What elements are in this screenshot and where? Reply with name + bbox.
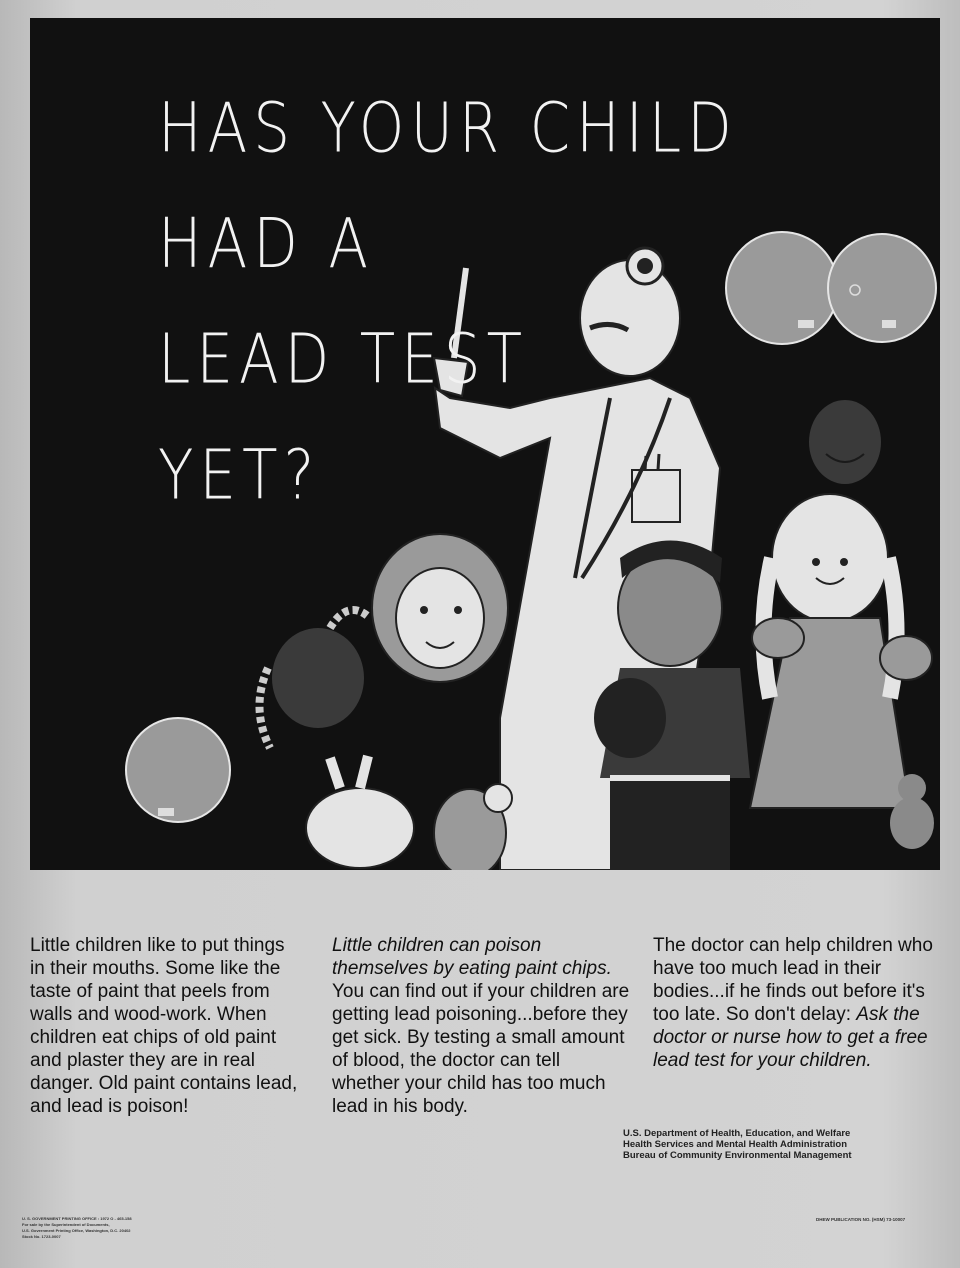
balloon-bottom-left	[126, 718, 230, 822]
pull-toy	[434, 784, 512, 870]
agency-credit	[623, 1128, 933, 1161]
headline	[158, 70, 858, 533]
column-2-italic-text: Little children can poison themselves by eating paint chips.	[332, 935, 612, 979]
column-3-body: The doctor can help children who have too much lead in their bodies...if he finds out before it's too late. So don't delay:	[653, 935, 933, 1025]
footer-left-line-3: U.S. Government Printing Office, Washington, D.C. 20402	[22, 1228, 131, 1233]
publication-number: DHEW PUBLICATION NO. (HSM) 73-10007	[816, 1217, 906, 1222]
credit-line-3: Bureau of Community Environmental Management	[623, 1150, 852, 1161]
column-1-text: Little children like to put things in their mouths. Some like the taste of paint that peels from walls and wood-work. When children eat chips of old paint and plaster they are in real danger. Old paint contains lead, and lead is poison!	[30, 935, 298, 1117]
girl-right	[750, 494, 932, 808]
girl-with-braids	[259, 610, 370, 748]
curly-haired-girl	[372, 534, 508, 682]
column-3-italic-text: Ask the doctor or nurse how to get a free lead test for your children.	[653, 1004, 928, 1071]
credit-line-2: Health Services and Mental Health Administration	[623, 1139, 848, 1150]
column-3	[653, 934, 953, 1072]
illustration-panel	[30, 18, 940, 870]
headline-line-2: LEAD TEST	[158, 318, 529, 400]
printing-office-note	[22, 1216, 222, 1240]
footer-left-line-4: Stock No. 1723-0007	[22, 1234, 61, 1239]
column-2-text: You can find out if your children are getting lead poisoning...before they get sick. By testing a small amount of blood, the doctor can tell whether your child has too much lead in his body.	[332, 981, 630, 1117]
footer-left-line-1: U. S. GOVERNMENT PRINTING OFFICE : 1972 O - 465-158	[22, 1216, 132, 1221]
headline-line-1: HAS YOUR CHILD HAD A	[158, 87, 738, 284]
column-1	[30, 934, 300, 1118]
credit-line-1: U.S. Department of Health, Education, and Welfare	[623, 1128, 851, 1139]
column-3-text	[653, 934, 953, 1072]
footer-left-line-2: For sale by the Superintendent of Documents,	[22, 1222, 110, 1227]
rabbit-toy	[306, 756, 414, 868]
column-2	[332, 934, 632, 1118]
headline-line-3: YET?	[158, 434, 321, 515]
